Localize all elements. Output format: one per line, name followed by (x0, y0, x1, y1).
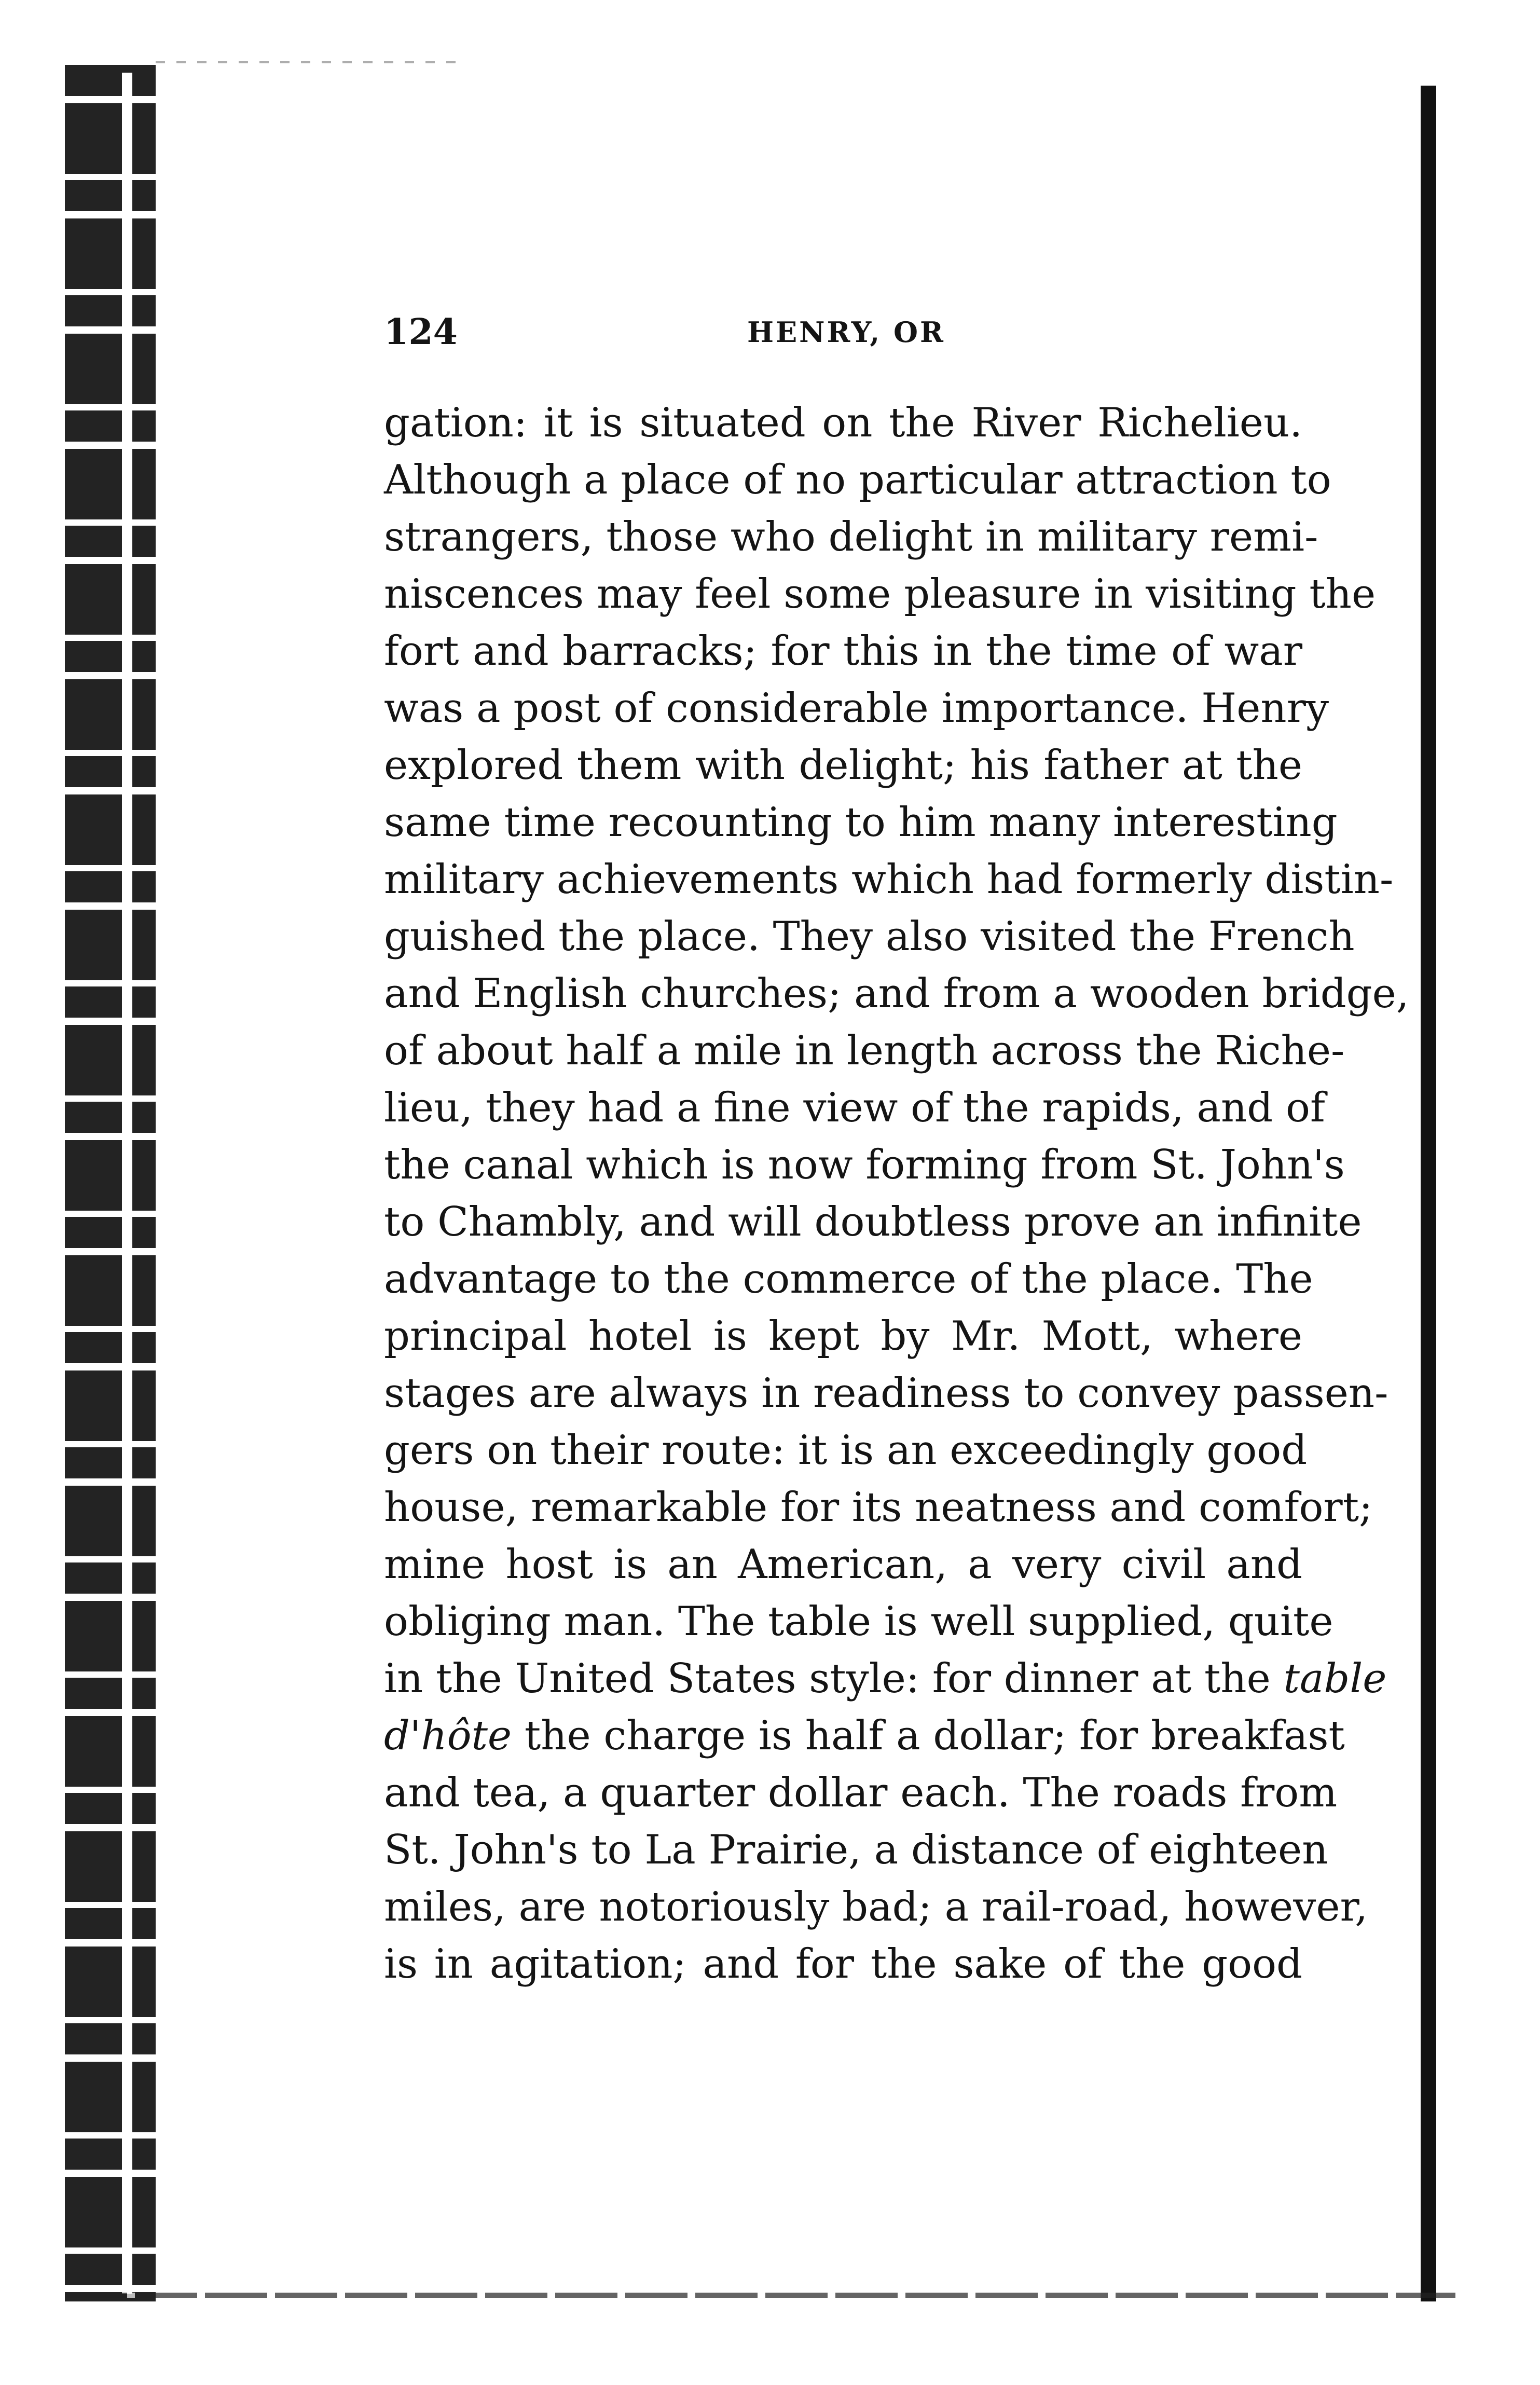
body-text (384, 394, 1409, 1993)
text-line: lieu, they had a fine view of the rapids, and of (384, 1085, 1325, 1131)
text-line (384, 1707, 1345, 1764)
text-line: niscences may feel some pleasure in visiting the (384, 571, 1376, 618)
text-line: guished the place. They also visited the French (384, 913, 1355, 960)
page-number: 124 (384, 311, 458, 353)
italic-word: d'hôte (384, 1712, 512, 1759)
text-line: gation: it is situated on the River Richelieu. (384, 400, 1302, 446)
text-line: and tea, a quarter dollar each. The roads from (384, 1770, 1338, 1816)
text-line: obliging man. The table is well supplied, quite (384, 1598, 1333, 1645)
text-line: St. John's to La Prairie, a distance of eighteen (384, 1827, 1328, 1873)
running-head (384, 309, 1302, 355)
text-segment: in the United States style: for dinner at the (384, 1655, 1271, 1702)
text-line: mine host is an American, a very civil and (384, 1541, 1302, 1588)
text-line: to Chambly, and will doubtless prove an infinite (384, 1199, 1362, 1245)
text-line: explored them with delight; his father at the (384, 742, 1302, 789)
italic-word: table (1283, 1655, 1387, 1702)
scan-binding-shadow-left (65, 65, 156, 2301)
scan-bottom-edge (65, 2293, 1455, 2298)
text-line: fort and barracks; for this in the time of war (384, 628, 1302, 675)
text-line: and English churches; and from a wooden bridge, (384, 970, 1409, 1017)
text-line: house, remarkable for its neatness and comfort; (384, 1484, 1373, 1531)
scan-edge-shadow-right (1421, 86, 1436, 2301)
text-line: gers on their route: it is an exceedingly good (384, 1427, 1308, 1474)
text-line (384, 1650, 1387, 1707)
text-line: military achievements which had formerly distin- (384, 856, 1394, 903)
scan-top-edge (156, 61, 467, 63)
text-line: advantage to the commerce of the place. The (384, 1256, 1313, 1303)
text-line: is in agitation; and for the sake of the good (384, 1941, 1302, 1988)
text-line: stages are always in readiness to convey passen- (384, 1370, 1388, 1417)
text-line: principal hotel is kept by Mr. Mott, where (384, 1313, 1302, 1360)
running-title: HENRY, OR (747, 316, 945, 349)
text-line: same time recounting to him many interesting (384, 799, 1338, 846)
text-line: strangers, those who delight in military remi- (384, 514, 1318, 560)
text-line: the canal which is now forming from St. John's (384, 1142, 1345, 1188)
text-segment: the charge is half a dollar; for breakfast (512, 1712, 1345, 1759)
text-line: miles, are notoriously bad; a rail-road, however, (384, 1884, 1368, 1930)
text-line: was a post of considerable importance. Henry (384, 685, 1329, 732)
text-line: Although a place of no particular attraction to (384, 457, 1331, 503)
text-line: of about half a mile in length across the Riche- (384, 1027, 1345, 1074)
scan-binding-gap (122, 73, 132, 2294)
